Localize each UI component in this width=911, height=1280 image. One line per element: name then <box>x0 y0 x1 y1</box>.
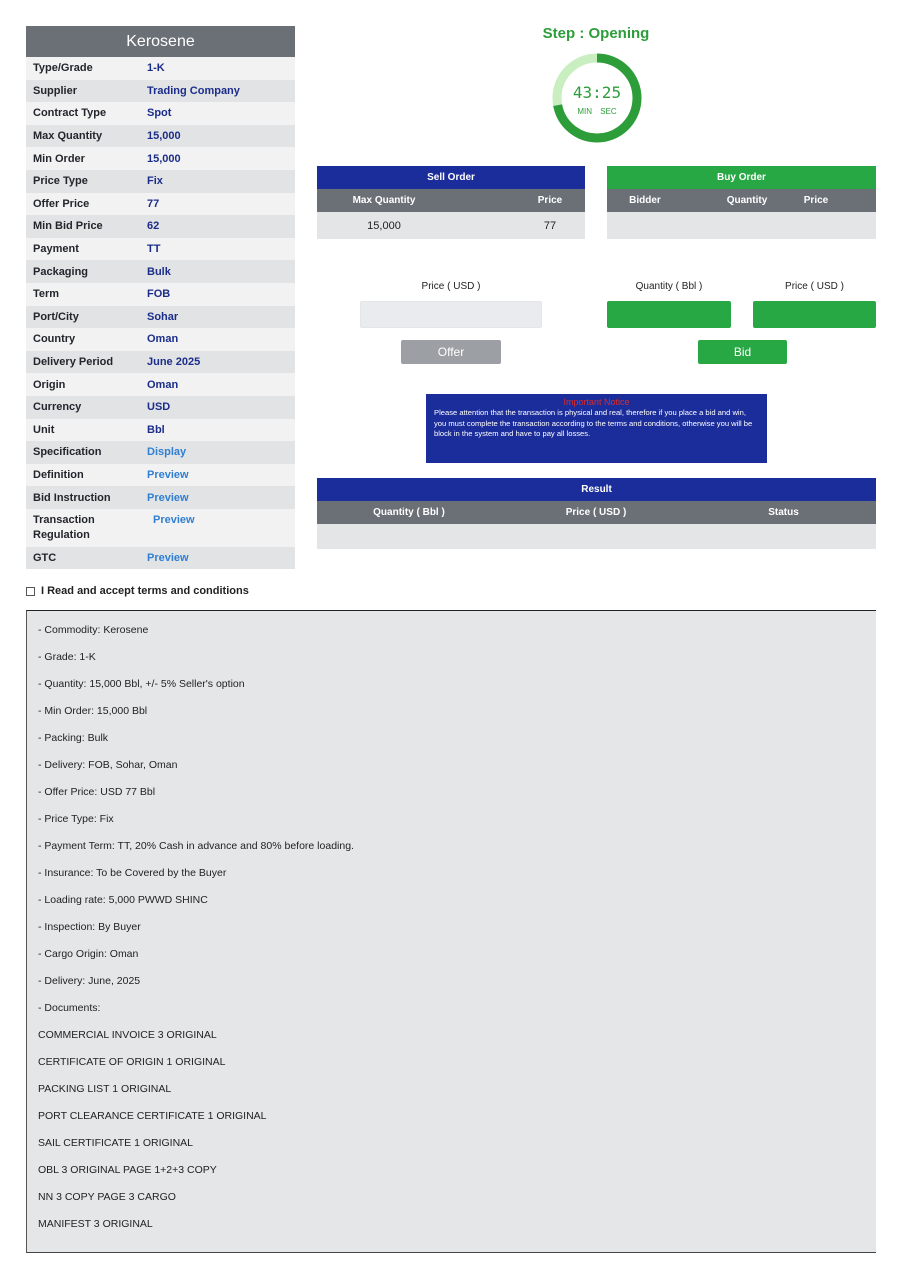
spec-row <box>26 441 295 464</box>
sell-order-table <box>317 166 585 239</box>
detail-line: - Loading rate: 5,000 PWWD SHINC <box>38 894 208 906</box>
col-quantity: Quantity ( Bbl ) <box>373 507 445 518</box>
spec-row <box>26 102 295 125</box>
step-title: Step : Opening <box>542 25 650 42</box>
col-bidder: Bidder <box>629 195 661 206</box>
product-spec-table <box>26 26 295 569</box>
detail-line: - Price Type: Fix <box>38 813 114 825</box>
detail-line: NN 3 COPY PAGE 3 CARGO <box>38 1191 176 1203</box>
product-title: Kerosene <box>26 26 295 57</box>
result-header <box>317 501 876 524</box>
spec-link[interactable]: Preview <box>153 514 195 527</box>
detail-line: PACKING LIST 1 ORIGINAL <box>38 1083 172 1095</box>
spec-row <box>26 147 295 170</box>
detail-line: - Offer Price: USD 77 Bbl <box>38 786 156 798</box>
spec-value: Spot <box>147 107 172 120</box>
spec-label: Payment <box>33 243 79 256</box>
seconds-unit: SEC <box>600 107 617 116</box>
countdown-units <box>551 107 643 116</box>
bid-quantity-label: Quantity ( Bbl ) <box>635 281 703 292</box>
detail-line: - Cargo Origin: Oman <box>38 948 139 960</box>
col-quantity: Quantity <box>726 195 768 206</box>
spec-label: Definition <box>33 468 84 481</box>
spec-label: Min Order <box>33 152 85 165</box>
detail-line: PORT CLEARANCE CERTIFICATE 1 ORIGINAL <box>38 1110 267 1122</box>
spec-label: Offer Price <box>33 197 90 210</box>
spec-label: Packaging <box>33 265 89 278</box>
detail-line: - Commodity: Kerosene <box>38 624 149 636</box>
bid-price-input[interactable] <box>753 301 876 328</box>
detail-line: - Packing: Bulk <box>38 732 109 744</box>
spec-label: Delivery Period <box>33 356 114 369</box>
spec-label: Min Bid Price <box>33 220 103 233</box>
detail-line: SAIL CERTIFICATE 1 ORIGINAL <box>38 1137 194 1149</box>
spec-rows <box>26 57 295 569</box>
spec-value: June 2025 <box>147 356 201 369</box>
spec-value: USD <box>147 401 171 414</box>
spec-link[interactable]: Preview <box>147 552 189 565</box>
offer-price-input[interactable] <box>360 301 542 328</box>
minutes-unit: MIN <box>577 107 592 116</box>
buy-order-title: Buy Order <box>607 166 876 189</box>
buy-order-table <box>607 166 876 239</box>
result-table <box>317 478 876 549</box>
bid-quantity-input[interactable] <box>607 301 731 328</box>
detail-line: CERTIFICATE OF ORIGIN 1 ORIGINAL <box>38 1056 226 1068</box>
spec-row <box>26 396 295 419</box>
spec-row <box>26 306 295 329</box>
spec-row <box>26 80 295 103</box>
notice-title: Important Notice <box>563 397 630 407</box>
spec-row <box>26 283 295 306</box>
spec-row <box>26 125 295 148</box>
detail-line: - Delivery: FOB, Sohar, Oman <box>38 759 178 771</box>
spec-row <box>26 260 295 283</box>
spec-label: Country <box>33 333 76 346</box>
offer-button[interactable]: Offer <box>401 340 501 364</box>
accept-terms-checkbox[interactable] <box>26 587 35 596</box>
spec-label: GTC <box>33 552 57 565</box>
spec-row <box>26 419 295 442</box>
result-title: Result <box>317 478 876 501</box>
spec-row <box>26 464 295 487</box>
spec-label: Term <box>33 288 60 301</box>
spec-label: Type/Grade <box>33 62 93 75</box>
sell-price: 77 <box>543 219 557 232</box>
detail-line: - Insurance: To be Covered by the Buyer <box>38 867 227 879</box>
spec-link[interactable]: Display <box>147 446 187 459</box>
spec-value: 62 <box>147 220 160 233</box>
detail-line: - Grade: 1-K <box>38 651 96 663</box>
spec-row <box>26 57 295 80</box>
spec-value: 77 <box>147 197 160 210</box>
bid-button[interactable]: Bid <box>698 340 787 364</box>
accept-terms-label[interactable]: I Read and accept terms and conditions <box>41 585 249 597</box>
spec-value: Bulk <box>147 265 171 278</box>
detail-line: - Payment Term: TT, 20% Cash in advance and 80% before loading. <box>38 840 354 852</box>
detail-line: COMMERCIAL INVOICE 3 ORIGINAL <box>38 1029 217 1041</box>
detail-line: - Inspection: By Buyer <box>38 921 141 933</box>
spec-label: Max Quantity <box>33 130 103 143</box>
spec-label: Specification <box>33 446 102 459</box>
spec-value: Oman <box>147 333 179 346</box>
col-price: Price <box>537 195 563 206</box>
spec-row <box>26 170 295 193</box>
buy-order-header <box>607 189 876 212</box>
detail-line: - Quantity: 15,000 Bbl, +/- 5% Seller's option <box>38 678 245 690</box>
spec-value: 15,000 <box>147 130 181 143</box>
spec-row <box>26 328 295 351</box>
spec-label: Origin <box>33 378 66 391</box>
detail-line: MANIFEST 3 ORIGINAL <box>38 1218 153 1230</box>
spec-label: Supplier <box>33 84 78 97</box>
notice-body: Please attention that the transaction is physical and real, therefore if you place a bid and win, you must complete the transaction according to the terms and conditions, otherwise you will be block in the system and have to pay all losses. <box>434 408 753 438</box>
spec-value: FOB <box>147 288 171 301</box>
spec-value: 15,000 <box>147 152 181 165</box>
spec-row <box>26 351 295 374</box>
countdown-time: 43:25 <box>572 83 622 102</box>
spec-row <box>26 509 295 547</box>
detail-line: OBL 3 ORIGINAL PAGE 1+2+3 COPY <box>38 1164 217 1176</box>
bid-price-label: Price ( USD ) <box>785 281 844 292</box>
spec-link[interactable]: Preview <box>147 468 189 481</box>
spec-label: Port/City <box>33 310 79 323</box>
spec-value: TT <box>147 243 161 256</box>
spec-label: Price Type <box>33 175 88 188</box>
spec-label: Transaction Regulation <box>33 513 95 541</box>
sell-order-title: Sell Order <box>317 166 585 189</box>
sell-max-quantity: 15,000 <box>367 219 401 232</box>
result-empty-row <box>317 524 876 549</box>
spec-value: Bbl <box>147 423 165 436</box>
accept-terms[interactable] <box>26 585 249 597</box>
spec-row <box>26 547 295 570</box>
spec-value: Fix <box>147 175 163 188</box>
spec-label: Currency <box>33 401 82 414</box>
spec-row <box>26 193 295 216</box>
spec-row <box>26 215 295 238</box>
important-notice <box>426 394 767 463</box>
spec-value: Oman <box>147 378 179 391</box>
col-status: Status <box>768 507 799 518</box>
buy-order-empty-row <box>607 212 876 239</box>
spec-row <box>26 373 295 396</box>
col-max-quantity: Max Quantity <box>352 195 416 206</box>
spec-value: Trading Company <box>147 84 240 97</box>
sell-order-row <box>317 212 585 239</box>
spec-link[interactable]: Preview <box>147 491 189 504</box>
spec-label: Unit <box>33 423 55 436</box>
offer-price-label: Price ( USD ) <box>421 281 481 292</box>
spec-row <box>26 486 295 509</box>
spec-value: Sohar <box>147 310 179 323</box>
spec-label: Bid Instruction <box>33 491 111 504</box>
detail-line: - Min Order: 15,000 Bbl <box>38 705 148 717</box>
spec-row <box>26 238 295 261</box>
detail-line: - Delivery: June, 2025 <box>38 975 141 987</box>
col-price: Price <box>803 195 829 206</box>
spec-label: Contract Type <box>33 107 107 120</box>
sell-order-header <box>317 189 585 212</box>
spec-value: 1-K <box>147 62 165 75</box>
detail-line: - Documents: <box>38 1002 101 1014</box>
terms-details-panel <box>26 610 876 1253</box>
col-price: Price ( USD ) <box>565 507 627 518</box>
